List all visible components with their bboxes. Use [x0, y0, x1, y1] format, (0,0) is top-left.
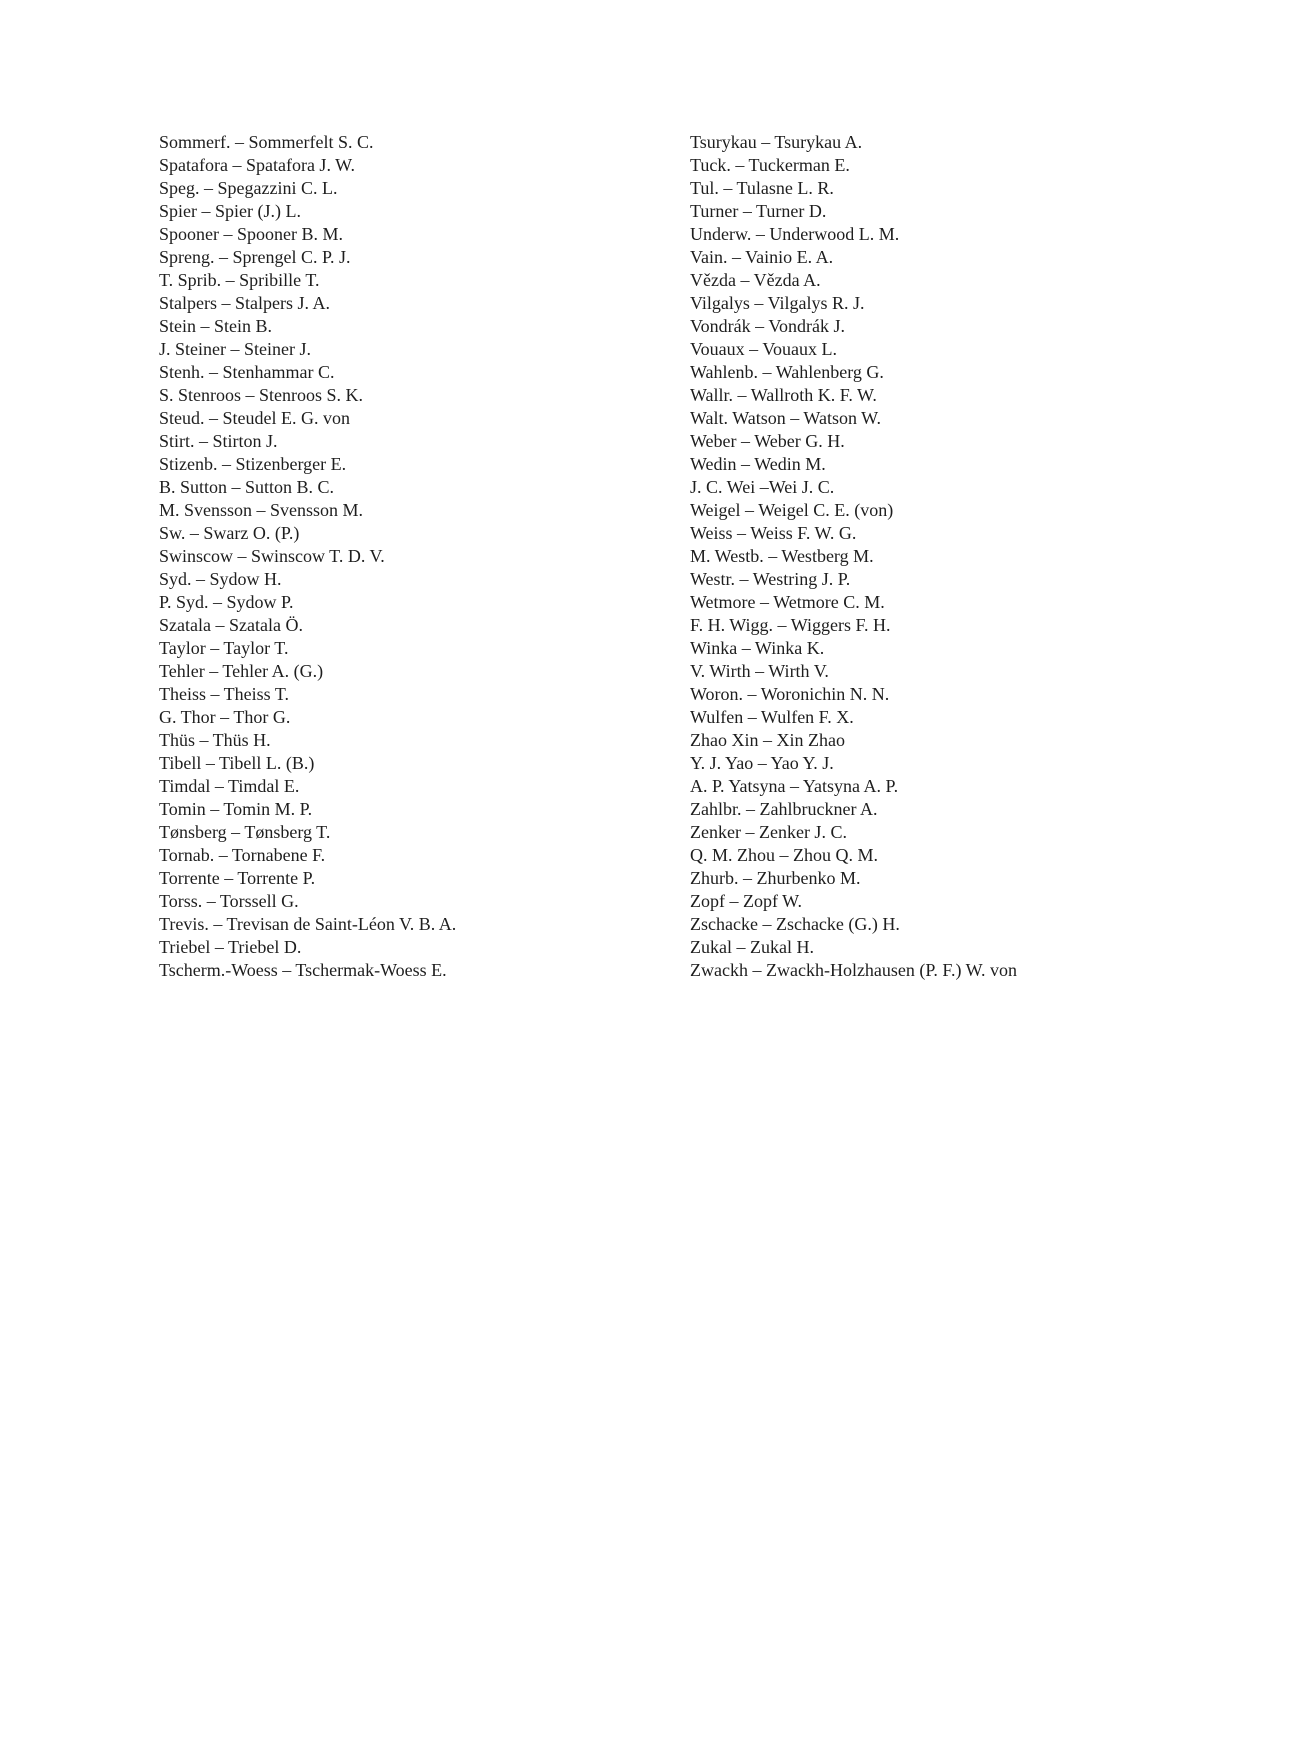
- author-entry: Tomin – Tomin M. P.: [159, 799, 313, 819]
- author-entry: B. Sutton – Sutton B. C.: [159, 477, 335, 497]
- author-entry: J. C. Wei –Wei J. C.: [690, 477, 835, 497]
- author-entry: Theiss – Theiss T.: [159, 684, 289, 704]
- author-entry: A. P. Yatsyna – Yatsyna A. P.: [690, 776, 899, 796]
- author-entry: Steud. – Steudel E. G. von: [159, 408, 350, 428]
- author-entry: Torrente – Torrente P.: [159, 868, 316, 888]
- author-entry: Vilgalys – Vilgalys R. J.: [690, 293, 865, 313]
- author-entry: Tehler – Tehler A. (G.): [159, 661, 324, 681]
- author-entry: Stirt. – Stirton J.: [159, 431, 278, 451]
- author-entry: V. Wirth – Wirth V.: [690, 661, 829, 681]
- author-entry: Speg. – Spegazzini C. L.: [159, 178, 338, 198]
- author-entry: Tibell – Tibell L. (B.): [159, 753, 315, 773]
- author-entry: Woron. – Woronichin N. N.: [690, 684, 890, 704]
- author-entry: Timdal – Timdal E.: [159, 776, 300, 796]
- author-entry: Wedin – Wedin M.: [690, 454, 826, 474]
- author-entry: Swinscow – Swinscow T. D. V.: [159, 546, 385, 566]
- author-entry: J. Steiner – Steiner J.: [159, 339, 311, 359]
- author-entry: Zhurb. – Zhurbenko M.: [690, 868, 861, 888]
- author-entry: Spatafora – Spatafora J. W.: [159, 155, 355, 175]
- author-entry: Sw. – Swarz O. (P.): [159, 523, 300, 543]
- author-entry: Spooner – Spooner B. M.: [159, 224, 343, 244]
- author-entry: Wetmore – Wetmore C. M.: [690, 592, 885, 612]
- author-entry: Trevis. – Trevisan de Saint-Léon V. B. A.: [159, 914, 457, 934]
- author-entry: Weigel – Weigel C. E. (von): [690, 500, 894, 520]
- author-entry: Wahlenb. – Wahlenberg G.: [690, 362, 884, 382]
- author-entry: G. Thor – Thor G.: [159, 707, 291, 727]
- author-entry: Tønsberg – Tønsberg T.: [159, 822, 331, 842]
- author-entry: Walt. Watson – Watson W.: [690, 408, 881, 428]
- author-entry: Tsurykau – Tsurykau A.: [690, 132, 863, 152]
- author-entry: F. H. Wigg. – Wiggers F. H.: [690, 615, 891, 635]
- author-entry: Thüs – Thüs H.: [159, 730, 271, 750]
- author-entry: Zenker – Zenker J. C.: [690, 822, 847, 842]
- author-entry: M. Svensson – Svensson M.: [159, 500, 364, 520]
- author-entry: Winka – Winka K.: [690, 638, 825, 658]
- author-entry: S. Stenroos – Stenroos S. K.: [159, 385, 364, 405]
- author-entry: Tscherm.-Woess – Tschermak-Woess E.: [159, 960, 447, 980]
- author-entry: Stalpers – Stalpers J. A.: [159, 293, 330, 313]
- author-entry: T. Sprib. – Spribille T.: [159, 270, 320, 290]
- author-entry: Zopf – Zopf W.: [690, 891, 802, 911]
- author-entry: Spier – Spier (J.) L.: [159, 201, 301, 221]
- author-entry: M. Westb. – Westberg M.: [690, 546, 874, 566]
- author-entry: Torss. – Torssell G.: [159, 891, 299, 911]
- author-entry: Y. J. Yao – Yao Y. J.: [690, 753, 834, 773]
- author-entry: Tuck. – Tuckerman E.: [690, 155, 850, 175]
- author-entry: Zahlbr. – Zahlbruckner A.: [690, 799, 878, 819]
- author-entry: Triebel – Triebel D.: [159, 937, 302, 957]
- author-abbreviation-list-left: [159, 131, 659, 982]
- author-abbreviation-list-right: [690, 131, 1250, 982]
- author-entry: P. Syd. – Sydow P.: [159, 592, 294, 612]
- author-entry: Stein – Stein B.: [159, 316, 273, 336]
- author-entry: Vouaux – Vouaux L.: [690, 339, 838, 359]
- author-entry: Q. M. Zhou – Zhou Q. M.: [690, 845, 878, 865]
- author-entry: Tornab. – Tornabene F.: [159, 845, 326, 865]
- author-entry: Wallr. – Wallroth K. F. W.: [690, 385, 877, 405]
- author-entry: Zwackh – Zwackh-Holzhausen (P. F.) W. von: [690, 960, 1017, 980]
- author-entry: Stizenb. – Stizenberger E.: [159, 454, 347, 474]
- author-entry: Weiss – Weiss F. W. G.: [690, 523, 857, 543]
- author-entry: Tul. – Tulasne L. R.: [690, 178, 834, 198]
- author-entry: Syd. – Sydow H.: [159, 569, 282, 589]
- author-entry: Stenh. – Stenhammar C.: [159, 362, 335, 382]
- author-entry: Vondrák – Vondrák J.: [690, 316, 846, 336]
- author-entry: Vain. – Vainio E. A.: [690, 247, 834, 267]
- author-entry: Weber – Weber G. H.: [690, 431, 845, 451]
- author-entry: Vězda – Vězda A.: [690, 270, 821, 290]
- author-entry: Zukal – Zukal H.: [690, 937, 814, 957]
- author-entry: Zhao Xin – Xin Zhao: [690, 730, 845, 750]
- author-entry: Taylor – Taylor T.: [159, 638, 289, 658]
- author-entry: Szatala – Szatala Ö.: [159, 615, 303, 635]
- author-entry: Wulfen – Wulfen F. X.: [690, 707, 854, 727]
- author-entry: Underw. – Underwood L. M.: [690, 224, 900, 244]
- author-entry: Turner – Turner D.: [690, 201, 827, 221]
- author-entry: Sommerf. – Sommerfelt S. C.: [159, 132, 374, 152]
- author-entry: Zschacke – Zschacke (G.) H.: [690, 914, 900, 934]
- author-entry: Westr. – Westring J. P.: [690, 569, 851, 589]
- author-entry: Spreng. – Sprengel C. P. J.: [159, 247, 351, 267]
